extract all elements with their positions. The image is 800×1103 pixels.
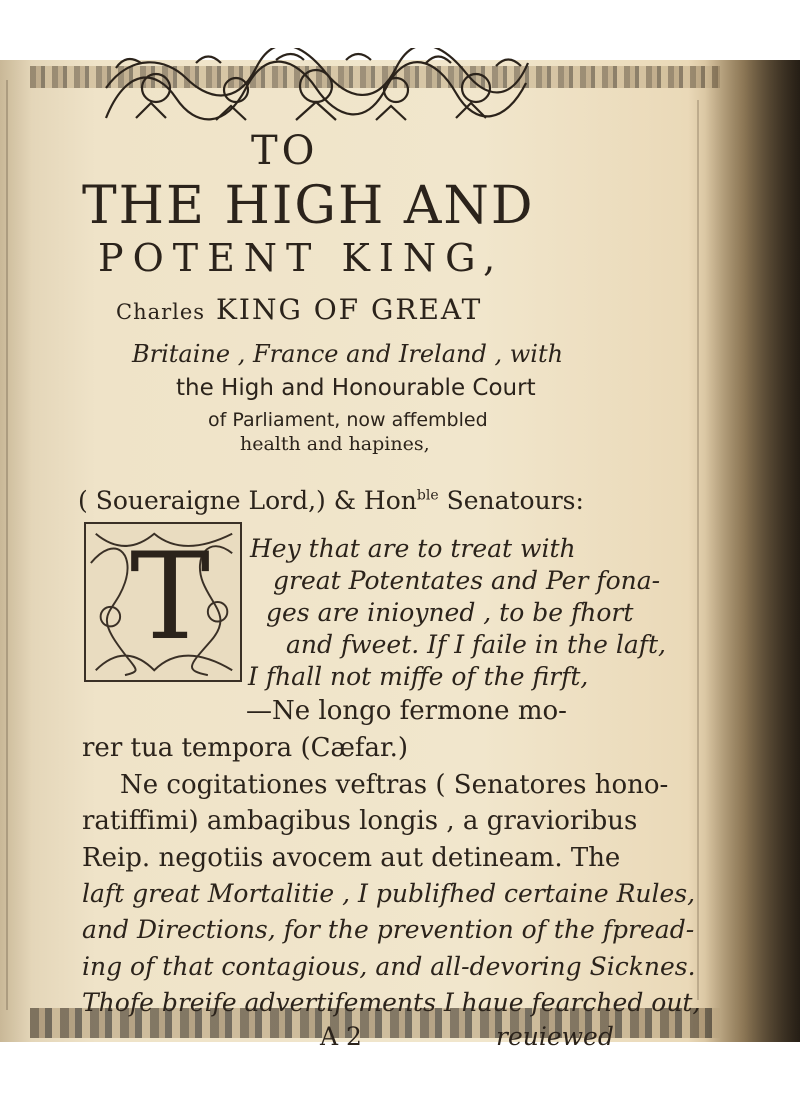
- title-to: TO: [251, 128, 319, 174]
- initial-letter: T: [130, 528, 211, 667]
- title-line-3-rest: KING OF GREAT: [215, 293, 483, 326]
- body-line-7: rer tua tempora (Cæfar.): [82, 733, 409, 763]
- body-line-2: great Potentates and Per fona-: [273, 566, 661, 595]
- title-name: Charles: [116, 300, 206, 324]
- body-line-13: ing of that contagious, and all-devoring Sicknes.: [82, 952, 696, 981]
- catchword: reuiewed: [496, 1022, 614, 1051]
- salutation-text: ( Soueraigne Lord,) & Hon: [78, 486, 417, 515]
- body-line-10: Reip. negotiis avocem aut detineam. The: [82, 843, 621, 873]
- body-line-8: Ne cogitationes veftras ( Senatores hono-: [120, 770, 669, 800]
- title-line-5: the High and Honourable Court: [176, 375, 536, 401]
- title-line-3: [116, 293, 482, 326]
- title-line-6: of Parliament, now affembled: [208, 409, 488, 431]
- body-line-12: and Directions, for the prevention of the fpread-: [82, 915, 695, 944]
- book-spine-shadow: [705, 60, 800, 1042]
- body-line-6: —Ne longo fermone mo-: [246, 696, 567, 726]
- right-margin-line: [697, 100, 699, 1000]
- body-line-4: and fweet. If I faile in the laft,: [286, 630, 667, 659]
- salutation-text-end: Senatours:: [438, 486, 584, 515]
- body-line-14: Thofe breife advertifements I haue fearched out,: [82, 988, 701, 1017]
- body-line-5: I fhall not miffe of the firft,: [248, 662, 589, 691]
- title-line-4: Britaine , France and Ireland , with: [132, 340, 564, 368]
- signature-mark: A 2: [320, 1022, 362, 1051]
- ornamental-headpiece: [96, 48, 536, 128]
- left-margin-line: [6, 80, 8, 1010]
- body-line-1: Hey that are to treat with: [250, 534, 576, 563]
- salutation: [78, 486, 584, 515]
- title-line-2: POTENT KING,: [98, 236, 505, 280]
- body-line-3: ges are inioyned , to be fhort: [266, 598, 634, 627]
- body-line-9: ratiffimi) ambagibus longis , a gravioribus: [82, 806, 638, 836]
- title-line-1: THE HIGH AND: [82, 176, 535, 236]
- salutation-superscript: ble: [416, 487, 439, 504]
- body-line-11: laft great Mortalitie , I publifhed certaine Rules,: [82, 879, 696, 908]
- title-line-7: health and hapines,: [240, 433, 430, 455]
- decorated-initial: [84, 522, 242, 682]
